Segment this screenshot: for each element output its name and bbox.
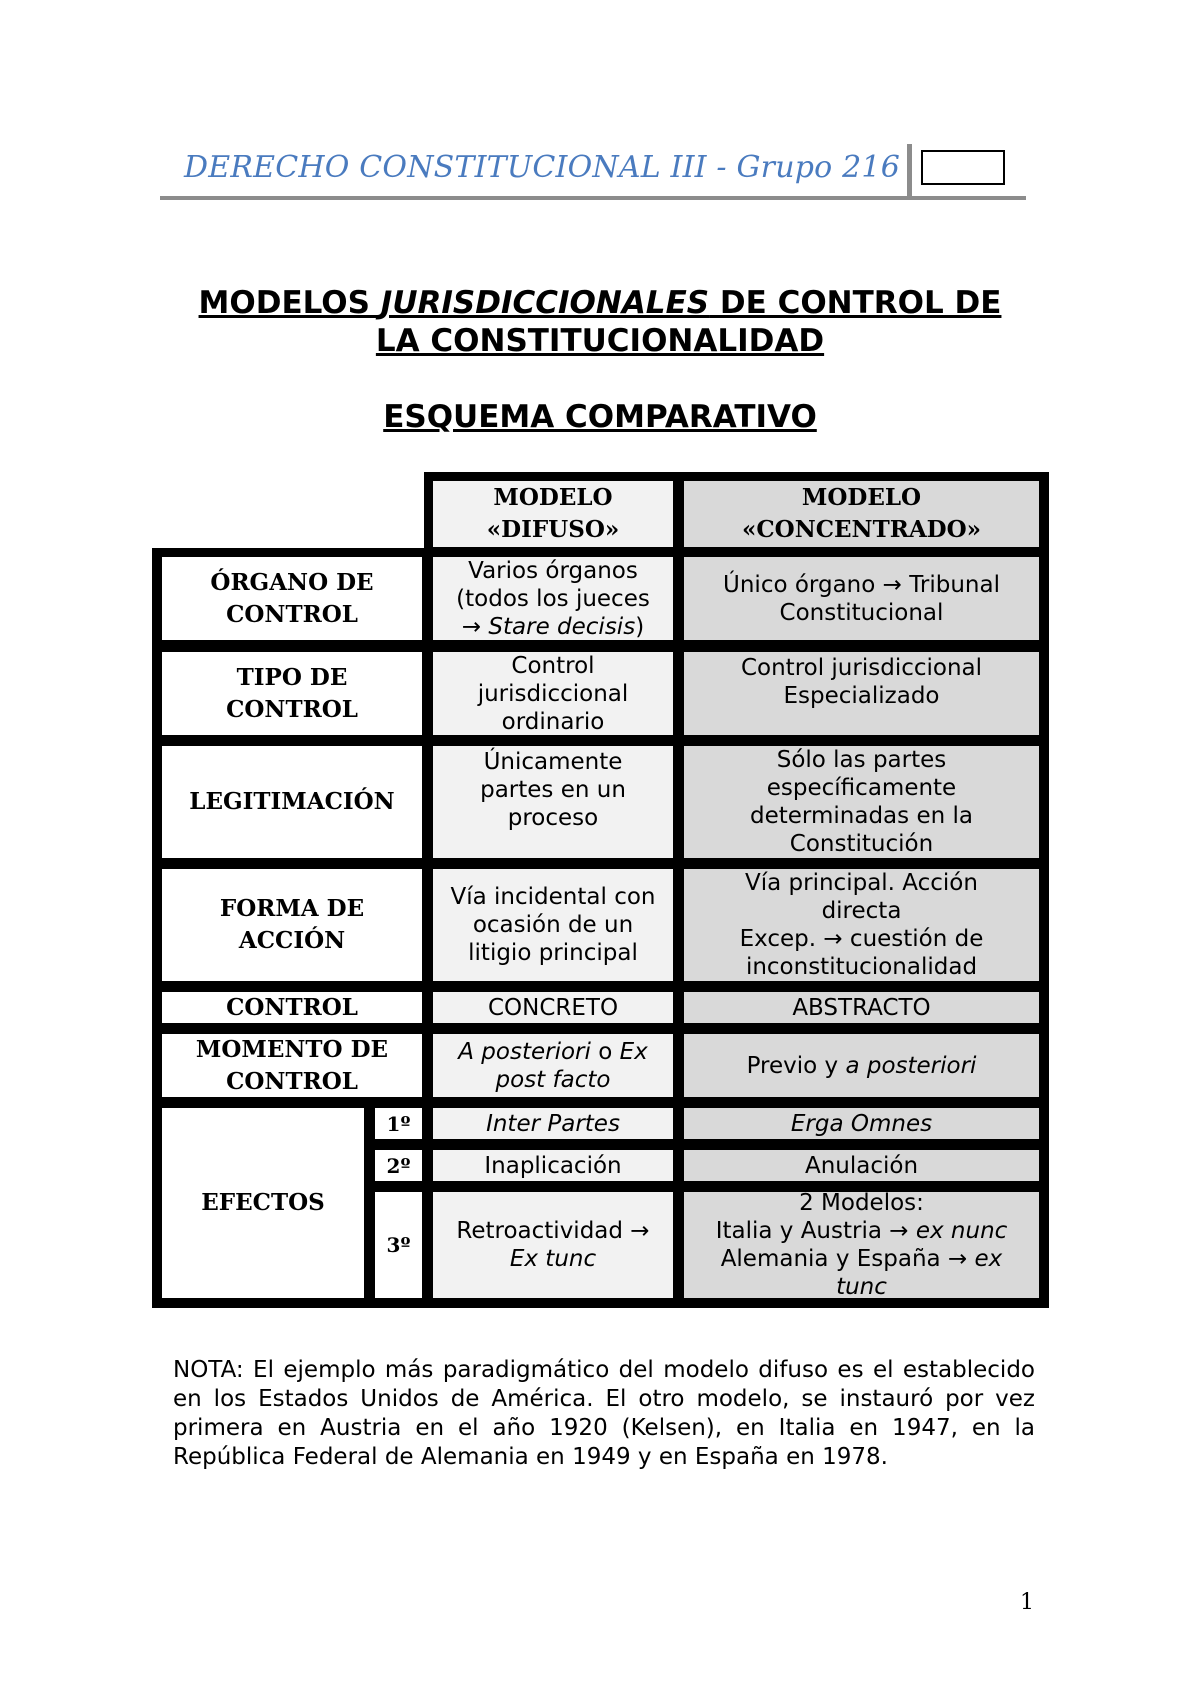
header-box xyxy=(921,150,1005,185)
header-divider xyxy=(907,144,912,200)
cell-control-difuso: CONCRETO xyxy=(433,992,673,1023)
header-rule xyxy=(160,196,1026,200)
row-label-legitimacion: LEGITIMACIÓN xyxy=(162,746,422,858)
cell-efectos3-concentrado: 2 Modelos: Italia y Austria → ex nunc Alemania y España → ex tunc xyxy=(684,1192,1039,1298)
course-header-title: DERECHO CONSTITUCIONAL III - Grupo 216 xyxy=(183,150,900,185)
cell-momento-difuso: A posteriori o Ex post facto xyxy=(433,1034,673,1097)
row-label-tipo: TIPO DE CONTROL xyxy=(162,652,422,735)
cell-tipo-concentrado: Control jurisdiccional Especializado xyxy=(684,652,1039,735)
nota-paragraph: NOTA: El ejemplo más paradigmático del modelo difuso es el establecido en los Estados Unidos de América. El otro modelo, se instauró por vez primera en Austria en el año 1920 (Kelsen), en Italia en 1947, en la República Federal de Alemania en 1949 y en España en 1978. xyxy=(173,1357,1035,1470)
cell-efectos1-difuso: Inter Partes xyxy=(433,1108,673,1139)
cell-efectos3-difuso: Retroactividad → Ex tunc xyxy=(433,1192,673,1298)
page-number: 1 xyxy=(1020,1590,1034,1615)
cell-efectos2-difuso: Inaplicación xyxy=(433,1150,673,1181)
cell-organo-difuso: Varios órganos (todos los jueces → Stare decisis) xyxy=(433,557,673,640)
col-header-concentrado: MODELO «CONCENTRADO» xyxy=(684,481,1039,547)
page-title-line2: LA CONSTITUCIONALIDAD xyxy=(375,323,825,359)
cell-legitimacion-concentrado: Sólo las partes específicamente determinadas en la Constitución xyxy=(684,746,1039,858)
page-title-line1: MODELOS JURISDICCIONALES DE CONTROL DE xyxy=(198,285,1002,321)
cell-organo-concentrado: Único órgano → Tribunal Constitucional xyxy=(684,557,1039,640)
cell-efectos1-concentrado: Erga Omnes xyxy=(684,1108,1039,1139)
cell-efectos2-concentrado: Anulación xyxy=(684,1150,1039,1181)
col-header-difuso: MODELO «DIFUSO» xyxy=(433,481,673,547)
page-subtitle: ESQUEMA COMPARATIVO xyxy=(383,399,817,435)
row-label-efectos: EFECTOS xyxy=(162,1108,364,1298)
cell-control-concentrado: ABSTRACTO xyxy=(684,992,1039,1023)
row-label-organo: ÓRGANO DE CONTROL xyxy=(162,557,422,640)
cell-momento-concentrado: Previo y a posteriori xyxy=(684,1034,1039,1097)
cell-tipo-difuso: Control jurisdiccional ordinario xyxy=(433,652,673,735)
cell-forma-difuso: Vía incidental con ocasión de un litigio principal xyxy=(433,869,673,981)
row-label-control: CONTROL xyxy=(162,992,422,1023)
efectos-num-1: 1º xyxy=(375,1108,422,1139)
row-label-momento: MOMENTO DE CONTROL xyxy=(162,1034,422,1097)
cell-legitimacion-difuso: Únicamente partes en un proceso xyxy=(433,746,673,858)
efectos-num-3: 3º xyxy=(375,1192,422,1298)
row-label-forma: FORMA DE ACCIÓN xyxy=(162,869,422,981)
efectos-num-2: 2º xyxy=(375,1150,422,1181)
cell-forma-concentrado: Vía principal. Acción directa Excep. → cuestión de inconstitucionalidad xyxy=(684,869,1039,981)
